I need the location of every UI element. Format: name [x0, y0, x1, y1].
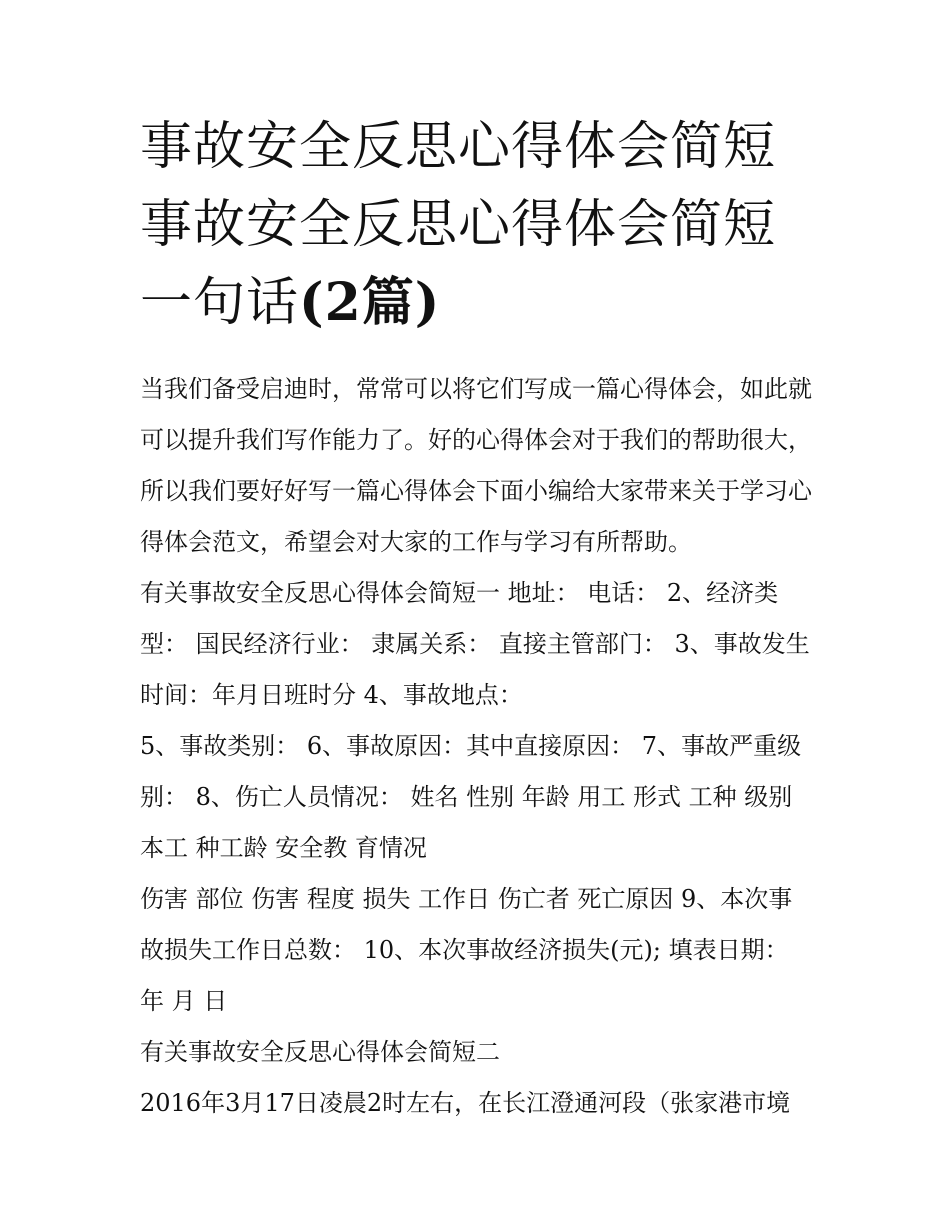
document-body [140, 364, 812, 1129]
document-page [140, 108, 812, 1129]
title-suffix: (2篇) [299, 272, 441, 333]
paragraph-section-two-text: 2016年3月17日凌晨2时左右，在长江澄通河段（张家港市境 [140, 1089, 791, 1117]
document-title [140, 108, 812, 342]
paragraph-section-one: 有关事故安全反思心得体会简短一 地址： 电话： 2、经济类型： 国民经济行业： 隶属关系： 直接主管部门： 3、事故发生时间：年月日班时分 4、事故地点： [140, 579, 810, 709]
paragraph-intro: 当我们备受启迪时，常常可以将它们写成一篇心得体会，如此就可以提升我们写作能力了。好的心得体会对于我们的帮助很大，所以我们要好好写一篇心得体会下面小编给大家带来关于学习心得体会范文，希望会对大家的工作与学习有所帮助。 [140, 375, 812, 556]
paragraph-accident-details: 5、事故类别： 6、事故原因：其中直接原因： 7、事故严重级别： 8、伤亡人员情况： 姓名 性别 年龄 用工 形式 工种 级别 本工 种工龄 安全教 育情况 [140, 732, 802, 862]
title-main: 事故安全反思心得体会简短 事故安全反思心得体会简短一句话 [140, 117, 777, 333]
paragraph-section-two-heading: 有关事故安全反思心得体会简短二 [140, 1038, 500, 1066]
paragraph-injury-details: 伤害 部位 伤害 程度 损失 工作日 伤亡者 死亡原因 9、本次事故损失工作日总数： 10、本次事故经济损失(元); 填表日期： 年 月 日 [140, 885, 793, 1015]
